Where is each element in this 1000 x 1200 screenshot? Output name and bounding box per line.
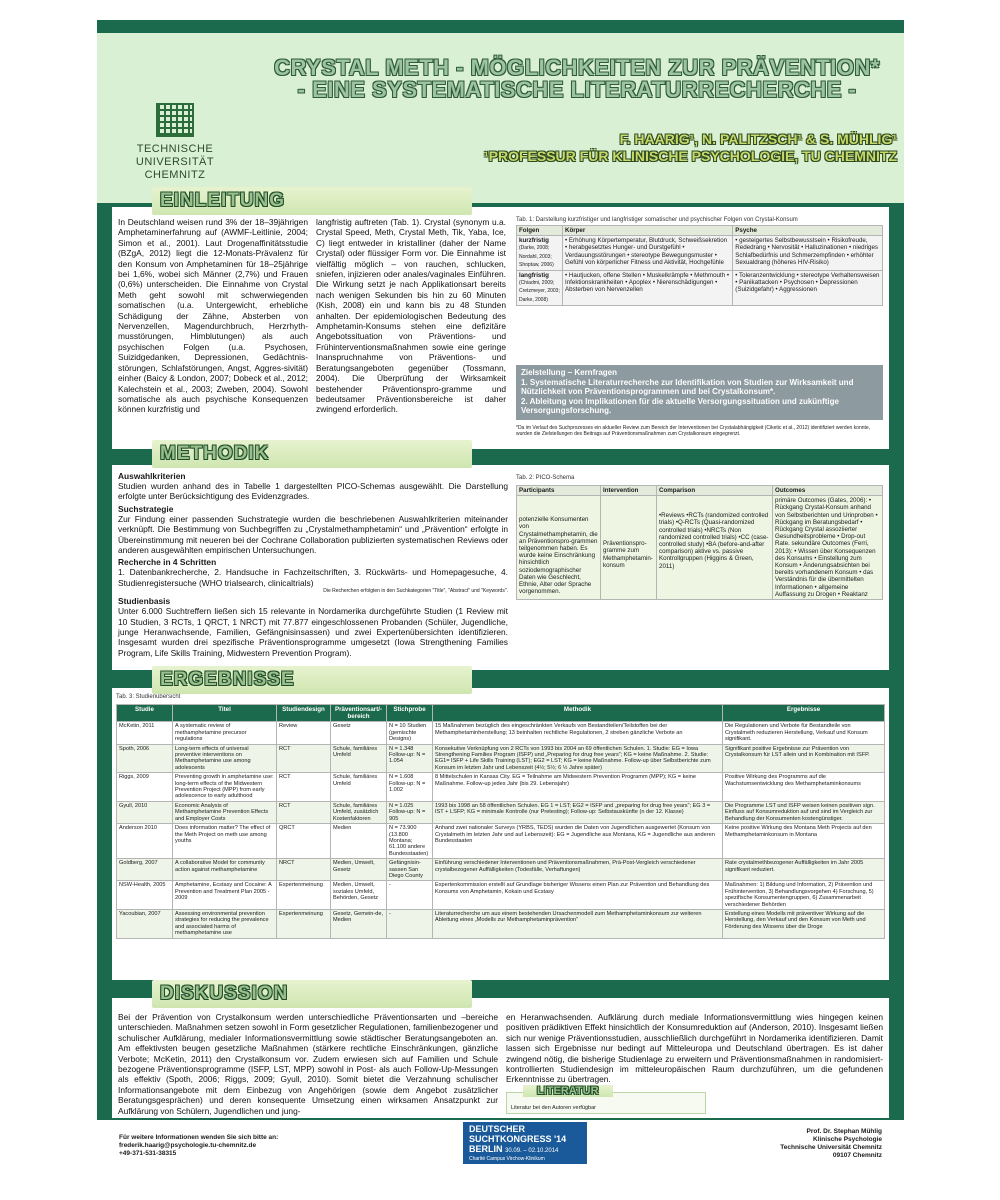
table-cell: Maßnahmen: 1) Bildung und Information, 2) Prävention und Frühintervention, 3) Behandlungsvorgehen 4) Forschung, 5) spezifische Konsumentengruppen, 6) Zusammenarbeit verschiedener Behörden bbox=[723, 881, 885, 910]
methodik-p-suche: Zur Findung einer passenden Suchstrategie wurden die beschriebenen Auswahlkriterien miteinander verknüpft. Die Bestimmung von Suchbegriffen zu „Crystalmethamphetamin“ und „Prävention“ erfolgte in Übereinstimmung mit neueren bei der Cochrane Collaboration publizierten systematischen Reviews oder anderen ausgewählten empirischen Untersuchungen. bbox=[118, 513, 508, 556]
table-3-header: Studiendesign bbox=[277, 705, 331, 722]
table-cell: Economic Analysis of Methamphetamine Prevention Effects and Employer Costs bbox=[173, 801, 277, 823]
table-cell: Medien bbox=[331, 824, 387, 859]
table-cell: NSW-Health, 2005 bbox=[117, 881, 173, 910]
pico-comparison: •Reviews •RCTs (randomized controlled trials) •Q-RCTs (Quasi-randomized controlled trials) •NRCTs (Non randomized controlled trials) •CC (case-controlled study) •BA (before-and-after comparison) aktive vs. passive Kontrollgruppen (Higgins & Green, 2011) bbox=[657, 496, 773, 600]
zielstellung-box bbox=[516, 365, 883, 420]
contact-info bbox=[119, 1134, 278, 1158]
table-cell: A collaborative Model for community action against methamphetamine bbox=[173, 859, 277, 881]
table-cell: Gyull, 2010 bbox=[117, 801, 173, 823]
table-cell: Preventing growth in amphetamine use: long-term effects of the Midwestern Prevention Project (MPP) from early adolescence to early adulthood bbox=[173, 773, 277, 802]
table-row bbox=[117, 722, 885, 744]
table-cell: Schule, familiäres Umfeld, zusätzlich Kostenfaktoren bbox=[331, 801, 387, 823]
professor-info bbox=[780, 1128, 882, 1160]
kongress-line-3: BERLIN 30.09. – 02.10.2014 bbox=[469, 1144, 559, 1154]
pico-intervention: Präventionspro-gramme zum Methamphetamin-konsum bbox=[601, 496, 657, 600]
methodik-panel bbox=[112, 465, 889, 670]
poster bbox=[97, 20, 904, 1168]
table-cell: Amphetamine, Ecstasy and Cocaine: A Prevention and Treatment Plan 2005 - 2009 bbox=[173, 881, 277, 910]
kongress-venue: Charité Campus Virchow-Klinikum bbox=[469, 1156, 545, 1162]
top-bar bbox=[97, 20, 904, 33]
table-cell: Signifikant positive Ergebnisse zur Prävention von Crystalkonsum für LST allein und in Kombination mit ISFP. bbox=[723, 744, 885, 773]
pico-outcomes: primäre Outcomes (Gates, 2006): • Rückgang Crystal-Konsum anhand von Selbstberichten und Urinproben • Rückgang im Beratungsbedarf • Rückgang Crystal assoziierter Gesundheitsprobleme • Drop-out Rate. sekundäre Outcomes (Ferri, 2013): • Wissen über Konsequenzen des Konsums • Einstellung zum Konsum • Änderungsabsichten bei bereits vorhandenem Konsum • das Verständnis für die übermittelten Informationen • allgemeine Auffassung zu Drogen • Reaktanz bbox=[773, 496, 883, 600]
kongress-line-1: DEUTSCHER bbox=[469, 1124, 526, 1134]
table-cell: Literaturrecherche um aus einem bestehenden Ursachenmodell zum Methamphetaminkonsum zur weiteren Ableitung eines „Modells zur Methamphetaminprävention“ bbox=[433, 909, 723, 938]
table-row bbox=[117, 744, 885, 773]
einleitung-col-1: In Deutschland weisen rund 3% der 18–39jährigen Amphetaminerfahrung auf (AWMF-Leitlinie, 2004; Simon et al., 2001). Laut Drogenaffinitätsstudie (BZgA, 2012) liegt die 12-Monats-Prävalenz für den Konsum von Amphetaminen für 18–25jährige bei 1,6%, wobei sich Männer (2,7%) und Frauen (0,6%) unterscheiden. Die Einnahme von Crystal Meth geht sowohl mit schwerwiegenden somatischen (u.a. Untergewicht, erhebliche Schädigung der Zähne, Absterben von Nervenzellen, Magendurchbruch, Herzrhyth-musstörungen, Himblutungen) als auch psychischen Folgen (u.a. Psychosen, Suizidgedanken, Depressionen, Gedächtnis-störungen, Schlafstörungen, Angst, Aggres-sivität) einher (Baicy & London, 2007; Dobeck et al., 2012; Kalechstein et al., 2003; Zweben, 2004). Sowohl somatische als auch psychische Konsequenzen können kurzfristig und bbox=[118, 217, 308, 415]
table-cell: Schule, familiäres Umfeld bbox=[331, 773, 387, 802]
title-line-1: CRYSTAL METH - MÖGLICHKEITEN ZUR PRÄVENTION* bbox=[274, 55, 880, 80]
diskussion-heading: DISKUSSION bbox=[152, 980, 472, 1008]
contact-phone: +49-371-531-38315 bbox=[119, 1150, 177, 1157]
table-cell: Yacoubian, 2007 bbox=[117, 909, 173, 938]
table-cell: Gesetz, Gemein-de, Medien bbox=[331, 909, 387, 938]
table-cell: Gesetz bbox=[331, 722, 387, 744]
table-cell: NRCT bbox=[277, 859, 331, 881]
table-cell: Long-term effects of universal preventive interventions on Methamphetamine use among adolescents bbox=[173, 744, 277, 773]
table-row bbox=[117, 859, 885, 881]
university-logo bbox=[105, 103, 245, 182]
methodik-h-studienbasis: Studienbasis bbox=[118, 596, 171, 607]
table-cell: RCT bbox=[277, 773, 331, 802]
table-1-row-label: kurzfristig (Darke, 2008; Nordahl, 2003; Shoptaw, 2006) bbox=[517, 236, 563, 271]
table-cell: QRCT bbox=[277, 824, 331, 859]
einleitung-heading: EINLEITUNG bbox=[152, 187, 472, 215]
einleitung-panel bbox=[112, 207, 889, 449]
table-1-header: Körper bbox=[563, 226, 733, 236]
table-cell: Expertenkommission erstellt auf Grundlage bisheriger Wissens einen Plan zur Prävention und Behandlung des Konsums von Amphetamin, Kokain und Ecstasy bbox=[433, 881, 723, 910]
methodik-h-suche: Suchstrategie bbox=[118, 503, 174, 514]
methodik-h-recherche: Recherche in 4 Schritten bbox=[118, 557, 217, 568]
table-cell: Erstellung eines Modells mit präventiver Wirkung auf die Herstellung, den Verkauf und den Konsum von Meth und Förderung des Wissens über die Droge bbox=[723, 909, 885, 938]
table-cell: Goldberg, 2007 bbox=[117, 859, 173, 881]
professor-uni: Technische Universität Chemnitz bbox=[780, 1144, 882, 1151]
table-3-header: Studie bbox=[117, 705, 173, 722]
table-cell: Assessing environmental prevention strategies for reducing the prevalence and associated harms of methamphetamine use bbox=[173, 909, 277, 938]
table-cell: Review bbox=[277, 722, 331, 744]
authors-affiliation: ¹PROFESSUR FÜR KLINISCHE PSYCHOLOGIE, TU CHEMNITZ bbox=[483, 148, 897, 164]
pico-participants: potenzielle Konsumenten von Crystalmethamphetamin, die an Präventionspro-grammen teilgenommen haben. Es wurde keine Einschränkung hinsichtlich soziodemographischer Daten wie Geschlecht, Ethnie, Alter oder Sprache vorgenommen. bbox=[517, 496, 601, 600]
table-cell: McKetin, 2011 bbox=[117, 722, 173, 744]
title-line-2: - EINE SYSTEMATISCHE LITERATURRECHERCHE - bbox=[297, 77, 857, 102]
table-3-header: Methodik bbox=[433, 705, 723, 722]
poster-header bbox=[97, 33, 904, 203]
literatur-note: Literatur bei den Autoren verfügbar bbox=[511, 1105, 597, 1111]
table-cell: Einführung verschiedener Interventionen und Präventionsmaßnahmen, Prä-Post-Vergleich verschiedener crystalbezogener Auffälligkeiten (Todesfälle, Verhaftungen) bbox=[433, 859, 723, 881]
table-1-cell: • Hautjucken, offene Stellen • Muskelkrämpfe • Methmouth • Infektionskrankheiten • Apoplex • Nierenschädigungen • Absterben von Nervenzellen bbox=[563, 271, 733, 306]
methodik-text bbox=[118, 469, 508, 658]
table-cell: Anderson 2010 bbox=[117, 824, 173, 859]
table-cell: N = 73.900 (13.800 Montana; 61.100 andere Bundesstaaten) bbox=[387, 824, 433, 859]
pico-header: Outcomes bbox=[773, 486, 883, 496]
table-1 bbox=[516, 217, 883, 306]
ergebnisse-panel bbox=[112, 688, 889, 980]
table-cell: Konsekutive Verknüpfung von 2 RCTs von 1993 bis 2004 an 69 öffentlichen Schulen. 1. Studie: EG = Iowa Strengthening Families Program (ISFP) und „Preparing for drug free years“; KG = keine Maßnahme. 2. Studie: EG1= ISFP + Life Skills Training (LST); EG2 = LST; KG = keine Maßnahme. Follow-up über Selbstberichte zum Konsum im letzten Jahr und Lebenszeit (4½; 5½; 6 ½ Jahre später) bbox=[433, 744, 723, 773]
table-1-caption: Tab. 1: Darstellung kurzfristiger und langfristiger somatischer und psychischer Folgen von Crystal-Konsum bbox=[516, 217, 798, 223]
methodik-p-recherche: 1. Datenbankrecherche, 2. Handsuche in Fachzeitschriften, 3. Rückwärts- und Homepagesuche, 4. Studienregistersuche (WHO trialsearch, clinicaltrials) bbox=[118, 567, 508, 588]
table-cell: 1993 bis 1998 an 58 öffentlichen Schulen. EG 1 = LST; EG2 = ISFP and „preparing for drug free years“; EG 3 = IST + LSFP; KG = minimale Kontrolle (nur Pretesting); Follow-up: Selbstauskünfte (n der 12. Klasse) bbox=[433, 801, 723, 823]
table-cell: Rate crystalmethbezogener Auffälligkeiten im Jahr 2005 signifikant reduziert. bbox=[723, 859, 885, 881]
table-cell: 15 Maßnahmen bezüglich des eingeschränkten Verkaufs von Bestandteilen/Teilstoffen bei der Methamphetaminherstellung; 13 beinhalten rechtliche Regulationen, 2 streben gänzliche Verbote an bbox=[433, 722, 723, 744]
table-cell: - bbox=[387, 909, 433, 938]
table-cell: RCT bbox=[277, 744, 331, 773]
table-cell: Spoth, 2006 bbox=[117, 744, 173, 773]
university-logo-icon bbox=[156, 103, 194, 137]
table-cell: Medien, Umwelt, Gesetz bbox=[331, 859, 387, 881]
methodik-heading: METHODIK bbox=[152, 440, 472, 468]
table-cell: Gefängnisin-sassen San Diego County bbox=[387, 859, 433, 881]
table-2-caption: Tab. 2: PICO-Schema bbox=[516, 475, 575, 481]
professor-dept: Klinische Psychologie bbox=[813, 1136, 882, 1143]
literatur-heading: LITERATUR bbox=[523, 1085, 613, 1097]
literatur-box bbox=[506, 1085, 706, 1114]
table-cell: RCT bbox=[277, 801, 331, 823]
kongress-line-2: SUCHTKONGRESS '14 bbox=[469, 1134, 567, 1144]
table-3-header: Titel bbox=[173, 705, 277, 722]
table-1-cell: • Erhöhung Körpertemperatur, Blutdruck, Schweißsekretion • herabgesetztes Hunger- und Durstgefühl • Verdauungsstörungen • stereotype Bewegungsmuster • Gefühl von körperlicher Fitness und Aktivität, Hochgefühle bbox=[563, 236, 733, 271]
methodik-note: Die Recherchen erfolgten in den Suchkategorien "Title", "Abstract" und "Keywords". bbox=[323, 588, 508, 595]
table-cell: Schule, familiäres Umfeld bbox=[331, 744, 387, 773]
authors-names: F. HAARIG¹, N. PALITZSCH¹ & S. MÜHLIG¹ bbox=[619, 131, 897, 147]
table-cell: 8 Mittelschulen in Kansas City. EG = Teilnahme am Midwestern Prevention Programm (MPP); KG = keine Maßnahme. Follow-up jedes Jahr (bis 29. Lebensjahr) bbox=[433, 773, 723, 802]
professor-city: 09107 Chemnitz bbox=[832, 1152, 882, 1159]
table-cell: N = 1.025 Follow-up: N = 905 bbox=[387, 801, 433, 823]
pico-header: Intervention bbox=[601, 486, 657, 496]
zielstellung-item-2: 2. Ableitung von Implikationen für die aktuelle Versorgungssituation und zukünftige Versorgungsforschung. bbox=[521, 396, 839, 416]
table-1-row-label: langfristig (Chiadmi, 2009; Cretzmeyer, 2003; Darke, 2008) bbox=[517, 271, 563, 306]
table-3-header: Ergebnisse bbox=[723, 705, 885, 722]
methodik-p-auswahl: Studien wurden anhand des in Tabelle 1 dargestellten PICO-Schemas ausgewählt. Die Darstellung erfolgte unter Berücksichtigung des Evidenzgrades. bbox=[118, 481, 508, 502]
authors bbox=[397, 131, 897, 165]
professor-name: Prof. Dr. Stephan Mühlig bbox=[806, 1128, 882, 1135]
table-row bbox=[117, 824, 885, 859]
ergebnisse-heading: ERGEBNISSE bbox=[152, 666, 472, 694]
logo-line-2: CHEMNITZ bbox=[144, 169, 206, 181]
table-cell: Medien, Umwelt, soziales Umfeld, Behörden, Gesetz bbox=[331, 881, 387, 910]
contact-email[interactable]: frederik.haarig@psychologie.tu-chemnitz.de bbox=[119, 1142, 257, 1149]
pico-header: Participants bbox=[517, 486, 601, 496]
diskussion-col-2: en Heranwachsenden. Aufklärung durch mediale Informationsvermittlung wies hingegen keinen positiven prädiktiven Effekt hinsichtlich der Konsumreduktion auf (Anderson, 2010). Insgesamt ließen sich nur wenige Präventionsstudien, ausschließlich durchgeführt in Nordamerika identifizieren. Damit lassen sich Ergebnisse nur bedingt auf Mitteleuropa und Deutschland übertragen. Es ist daher zwingend nötig, die bisherige Studienlage zu erweitern und Präventionsmaßnahmen in randomisiert-kontrollierten Studiendesign im mitteleuropäischen Raum durchzuführen, um die gefundenen Erkenntnisse zu übertragen. bbox=[506, 1012, 883, 1085]
table-3-header: Präventionsart/-bereich bbox=[331, 705, 387, 722]
table-cell: Riggs, 2009 bbox=[117, 773, 173, 802]
table-cell: N = 1.348 Follow-up: N = 1.054 bbox=[387, 744, 433, 773]
table-3-caption: Tab. 3: Studienübersicht bbox=[116, 694, 181, 700]
methodik-h-auswahl: Auswahlkriterien bbox=[118, 471, 186, 481]
diskussion-panel bbox=[112, 998, 889, 1118]
pico-header: Comparison bbox=[657, 486, 773, 496]
einleitung-col-2: langfristig auftreten (Tab. 1). Crystal (synonym u.a. Crystal Speed, Meth, Crystal Meth, Tik, Yaba, Ice, C) liegt entweder in kristalliner (daher der Name Crystal) oder flüssiger Form vor. Die Einnahme ist vielfältig möglich – von rauchen, schlucken, sniefen, injizieren oder anales/vaginales Einführen. Die Wirkung setzt je nach Applikationsart bereits nach wenigen Sekunden bis hin zu 60 Minuten (Kish, 2008) ein und kann bis zu 48 Stunden anhalten. Der epidemiologischen Bedeutung des Amphetamin-Konsums stehen eine defizitäre Angebotssituation von Präventions- und Frühinterventionsmaßnahmen sowie eine geringe Inanspruchnahme von Präventions- und Beratungsangeboten gegenüber (Tossmann, 2004). Die Überprüfung der Wirksamkeit bestehender Präventionspro-gramme und bedeutsamer Präventionsbereiche ist daher zwingend erforderlich. bbox=[316, 217, 506, 415]
table-row bbox=[117, 881, 885, 910]
table-1-header: Folgen bbox=[517, 226, 563, 236]
table-2-pico bbox=[516, 475, 883, 600]
table-cell: N = 10 Studien (gemischte Designs) bbox=[387, 722, 433, 744]
table-cell: A systematic review of methamphetamine precursor regulations bbox=[173, 722, 277, 744]
table-cell: Expertenmeinung bbox=[277, 909, 331, 938]
table-1-cell: • gesteigertes Selbstbewusstsein • Risikofreude, Rededrang • Nervosität • Halluzinationen • niedriges Schlafbedürfnis und Schmerzempfinden • erhöhter Sexualdrang (höheres HIV-Risiko) bbox=[733, 236, 883, 271]
table-cell: N = 1.608 Follow-up: N = 1.002 bbox=[387, 773, 433, 802]
table-row bbox=[117, 773, 885, 802]
einleitung-footnote: *Da im Verlauf des Suchprozesses ein aktueller Review zum Bereich der Interventionen bei Crystalabhängigkeit (Ciketic et al., 2012) identifiziert werden konnte, wurden die Zielstellungen des Beitrags auf Präventionsmaßnahmen zum Crystalkonsum eingegrenzt. bbox=[516, 425, 871, 437]
poster-title bbox=[257, 57, 897, 101]
table-cell: Keine positive Wirkung des Montana Meth Projects auf den Methamphetaminkonsum in Montana bbox=[723, 824, 885, 859]
table-cell: Die Regulationen und Verbote für Bestandteile von Crystalmeth reduzieren Herstellung, Verkauf und Konsum signifikant. bbox=[723, 722, 885, 744]
table-cell: Anhand zwei nationaler Surveys (YRBS, TEDS) wurden die Daten von Jugendlichen ausgewertet (Konsum von Crystalmeth im letzten Jahr und auf Lebenszeit): EG = Jugendliche aus Montana, KG = Jugendliche aus anderen Bundesstaaten bbox=[433, 824, 723, 859]
diskussion-col-1: Bei der Prävention von Crystalkonsum werden unterschiedliche Präventionsarten und –bereiche unterschieden. Maßnahmen setzen sowohl in Form gesetzlicher Regulationen, familienbezogener und schulischer Aufklärung, medialer Informationsvermittlung sowie städtischer Beratungsangeboten an. Am effektivsten beugen gesetzliche Maßnahmen (stärkere rechtliche Einschränkungen, gänzliche Verbote; McKetin, 2011) den Crystalkonsum vor. Zudem erwiesen sich auf Familien und Schule bezogene Präventionsprogramme (ISFP, LST, MPP) sowohl in Post- als auch Follow-Up-Messungen als effektiv (Spoth, 2006; Riggs, 2009; Gyull, 2010). Somit bietet die Verzahnung schulischer Informationsangebote mit dem Einbezug von Angehörigen (sowie dem Angebot zusätzlicher Beratungsgesprächen) und deren konsequente Umsetzung einen wirksamen Ansatzpunkt zur Aufklärung von Schülern, Jugendlichen und jung- bbox=[118, 1012, 498, 1116]
table-3 bbox=[116, 704, 885, 939]
table-1-header: Psyche bbox=[733, 226, 883, 236]
zielstellung-item-1: 1. Systematische Literaturrecherche zur Identifikation von Studien zur Wirksamkeit und Nützlichkeit von Präventionsprogrammen und bei Crystalkonsum*. bbox=[521, 377, 854, 397]
table-row bbox=[117, 909, 885, 938]
zielstellung-title: Zielstellung – Kernfragen bbox=[521, 368, 618, 377]
methodik-p-studienbasis: Unter 6.000 Suchtreffern ließen sich 15 relevante in Nordamerika durchgeführte Studien (1 Review mit 10 Studien, 3 RCTs, 1 QRCT, 1 NRCT) mit 77.877 eingeschlossenen Probanden (Schüler, Jugendliche, junge Heranwachsende, Familien, Gefängnisinsassen) und zwei Expertenübersichten identifizieren. Insgesamt wurden drei spezifische Präventionsprogramme umgesetzt (Iowa Strengthening Families Program, Life Skills Training, Midwestern Prevention Program). bbox=[118, 606, 508, 658]
table-row bbox=[117, 801, 885, 823]
table-1-cell: • Toleranzentwicklung • stereotype Verhaltensweisen • Panikattacken • Psychosen • Depressionen (Suizidgefahr) • Aggressionen bbox=[733, 271, 883, 306]
table-cell: Does information matter? The effect of the Meth Project on meth use among youths bbox=[173, 824, 277, 859]
suchtkongress-logo bbox=[463, 1122, 587, 1164]
table-cell: Die Programme LST und ISFP weisen keinen positiven sign. Einfluss auf Konsumreduktion auf und sind im Vergleich zur Behandlung der Konsumenten kostengünstiger. bbox=[723, 801, 885, 823]
table-cell: Positive Wirkung des Programms auf die Wachstumsentwicklung des Methamphetaminkonsums bbox=[723, 773, 885, 802]
poster-footer bbox=[97, 1120, 904, 1168]
table-cell: Expertenmeinung bbox=[277, 881, 331, 910]
table-cell: - bbox=[387, 881, 433, 910]
logo-line-1: TECHNISCHE UNIVERSITÄT bbox=[135, 143, 215, 168]
table-3-header: Stichprobe bbox=[387, 705, 433, 722]
contact-line-1: Für weitere Informationen wenden Sie sich bitte an: bbox=[119, 1134, 279, 1141]
